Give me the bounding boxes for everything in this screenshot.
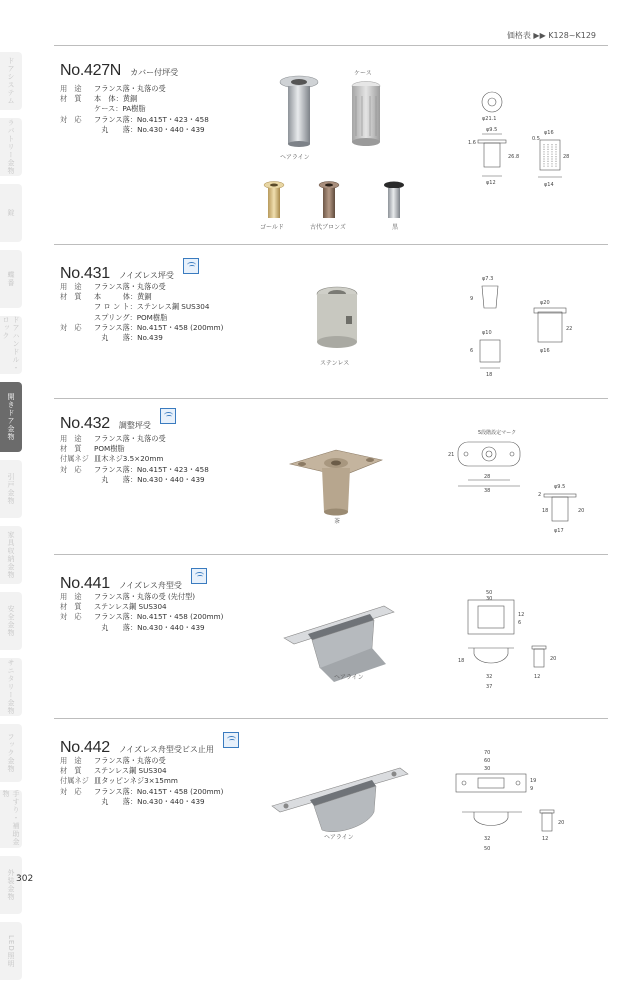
spec-key: 用 途 (60, 84, 82, 93)
spec-row (60, 333, 223, 343)
black-photo (384, 182, 404, 219)
side-index (0, 52, 22, 988)
case-photo (352, 82, 380, 147)
dim-label: φ16 (544, 130, 554, 136)
product-photo (282, 446, 392, 526)
spec-row (60, 465, 209, 475)
product-442 (54, 732, 608, 872)
product-427n (54, 60, 608, 242)
side-tab[interactable]: ラバトリー金物 (0, 118, 22, 176)
dim-label: φ10 (482, 330, 492, 336)
dim-label: 28 (563, 154, 570, 160)
spec-value: フランス落・丸落の受 (94, 434, 166, 443)
dim-label: 38 (484, 488, 491, 494)
noiseless-icon (223, 732, 239, 748)
spec-row (60, 602, 223, 612)
spec-key (60, 302, 94, 312)
spec-list (60, 434, 209, 485)
dim-label: φ7.3 (482, 276, 494, 282)
spec-value: フランス落・丸落の受 (94, 84, 166, 93)
side-tab[interactable]: サニタリー金物 (0, 658, 22, 716)
dim-label: 26.8 (508, 154, 520, 160)
spec-key: 材 質 (60, 766, 82, 776)
spec-key: 対 応 (60, 612, 82, 622)
caption-gold: ゴールド (260, 224, 284, 231)
spec-row (60, 766, 223, 776)
header-rule (54, 45, 608, 46)
spec-value: 本 体：黄銅 (94, 94, 138, 104)
spec-value: ケース：PA樹脂 (94, 104, 146, 114)
spec-row (60, 444, 209, 454)
spec-row (60, 475, 209, 485)
spec-value: ステンレス鋼 SUS304 (94, 602, 167, 612)
caption-hairline: ヘアライン (334, 674, 364, 681)
dim-label: 9 (530, 786, 534, 792)
dim-label: 12 (542, 836, 549, 842)
dim-label: 5段階設定マーク (478, 430, 517, 436)
spec-key (60, 623, 94, 633)
spec-value: フランス落・丸落の受 (先付型) (94, 592, 196, 601)
dim-label: φ12 (486, 180, 496, 186)
section-divider (54, 718, 608, 719)
product-title (60, 568, 207, 593)
side-tab[interactable]: 蝶番 (0, 250, 22, 308)
product-name: ノイズレス舟型受ビス止用 (118, 745, 214, 754)
spec-value: フランス落：No.415T・423・458 (94, 114, 209, 124)
dim-label: φ21.1 (482, 116, 497, 122)
dim-label: φ9.5 (554, 484, 566, 490)
spec-value: 丸 落：No.430・440・439 (94, 124, 205, 134)
spec-value: フ ロ ン ト：ステンレス鋼 SUS304 (94, 302, 210, 312)
product-number: No.432 (60, 415, 110, 432)
noiseless-icon (191, 568, 207, 584)
spec-key: 対 応 (60, 464, 82, 474)
dim-label: 12 (534, 674, 541, 680)
spec-row (60, 292, 223, 302)
spec-list (60, 756, 223, 807)
spec-value: POM樹脂 (94, 444, 125, 454)
side-tab[interactable]: ドアシステム (0, 52, 22, 110)
product-title (60, 732, 239, 757)
dim-label: 20 (550, 656, 557, 662)
spec-value: 皿タッピンネジ3×15mm (94, 776, 178, 786)
caption-stainless: ステンレス (320, 360, 350, 367)
side-tab[interactable]: 家具収納金物 (0, 526, 22, 584)
spec-row (60, 612, 223, 622)
dim-label: 32 (486, 674, 493, 680)
spec-row (60, 104, 209, 114)
dim-label: 50 (484, 846, 491, 852)
spec-key: 用 途 (60, 282, 82, 291)
product-name: カバー付坪受 (130, 68, 179, 77)
dim-label: 0.5 (532, 136, 540, 142)
spec-key: 用 途 (60, 434, 82, 443)
dim-label: 60 (484, 758, 491, 764)
product-photo (302, 282, 372, 362)
spec-value: フランス落・丸落の受 (94, 756, 166, 765)
spec-value: 丸 落：No.430・440・439 (94, 474, 205, 484)
spec-row (60, 592, 223, 602)
gold-photo (264, 182, 284, 219)
spec-row (60, 776, 223, 786)
spec-key: 対 応 (60, 322, 82, 332)
product-number: No.441 (60, 575, 110, 592)
dim-label: φ14 (544, 182, 554, 188)
spec-value: 本 体：黄銅 (94, 292, 152, 302)
spec-row (60, 756, 223, 766)
dim-label: 6 (470, 348, 474, 354)
bronze-photo (319, 182, 339, 219)
dim-label: 28 (484, 474, 491, 480)
spec-key: 対 応 (60, 114, 82, 124)
spec-row (60, 323, 223, 333)
dim-label: 9 (470, 296, 474, 302)
dim-label: φ9.5 (486, 127, 498, 133)
product-title (60, 408, 176, 433)
spec-value: フランス落・丸落の受 (94, 282, 166, 291)
spec-list (60, 592, 223, 633)
spec-row (60, 313, 223, 323)
spec-value: 皿木ネジ3.5×20mm (94, 454, 164, 464)
spec-key (60, 797, 94, 807)
noiseless-icon (160, 408, 176, 424)
dim-label: 21 (448, 452, 455, 458)
product-title (60, 60, 178, 80)
spec-key (60, 333, 94, 343)
product-number: No.427N (60, 62, 122, 79)
spec-value: フランス落：No.415T・423・458 (94, 464, 209, 474)
spec-row (60, 94, 209, 104)
product-number: No.442 (60, 739, 110, 756)
spec-value: ステンレス鋼 SUS304 (94, 766, 167, 776)
dim-label: 30 (486, 596, 493, 602)
dim-label: 12 (518, 612, 525, 618)
spec-key: 材 質 (60, 444, 82, 454)
dimension-drawing (452, 748, 602, 868)
spec-key: 材 質 (60, 602, 82, 612)
caption-bronze: 古代ブロンズ (310, 224, 346, 231)
dim-label: 22 (566, 326, 573, 332)
spec-list (60, 282, 223, 343)
dim-label: 18 (542, 508, 549, 514)
dimension-drawing (448, 422, 598, 542)
dim-label: 20 (558, 820, 565, 826)
dimension-drawing (442, 84, 602, 214)
caption-black: 黒 (392, 224, 399, 231)
spec-row (60, 787, 223, 797)
spec-value: 丸 落：No.430・440・439 (94, 796, 205, 806)
spec-value: フランス落：No.415T・458 (200mm) (94, 612, 224, 622)
caption-case: ケース (354, 70, 372, 77)
spec-list (60, 84, 209, 135)
spec-row (60, 623, 223, 633)
dimension-drawing (454, 268, 574, 378)
side-tab[interactable]: 外装金物 (0, 856, 22, 914)
side-tab[interactable]: 手すり・補助金物 (2, 790, 20, 846)
spec-row (60, 797, 223, 807)
noiseless-icon (183, 258, 199, 274)
spec-row (60, 454, 209, 464)
side-tab[interactable]: ドアハンドル・ロック (2, 316, 20, 372)
dim-label: 19 (530, 778, 537, 784)
product-title (60, 258, 199, 283)
side-tab[interactable]: 錠 (0, 184, 22, 242)
product-432 (54, 408, 608, 552)
spec-row (60, 125, 209, 135)
dim-label: 6 (518, 620, 522, 626)
dim-label: 1.6 (468, 140, 476, 146)
dim-label: φ16 (540, 348, 550, 354)
spec-key: 用 途 (60, 592, 82, 601)
spec-row (60, 302, 223, 312)
product-name: 調整坪受 (118, 421, 151, 430)
dim-label: 2 (538, 492, 542, 498)
spec-value: 丸 落：No.430・440・439 (94, 622, 205, 632)
spec-key (60, 475, 94, 485)
dim-label: 18 (486, 372, 493, 378)
spec-key: 付属ネジ (60, 454, 89, 464)
section-divider (54, 554, 608, 555)
spec-key: 用 途 (60, 756, 82, 765)
dim-label: φ17 (554, 528, 564, 534)
spec-key: 付属ネジ (60, 776, 89, 786)
spec-key: 材 質 (60, 94, 82, 104)
main-sleeve-photo (280, 76, 318, 147)
dim-label: 32 (484, 836, 491, 842)
spec-key (60, 125, 94, 135)
spec-value: フランス落：No.415T・458 (200mm) (94, 786, 224, 796)
spec-key (60, 104, 94, 114)
product-441 (54, 568, 608, 714)
product-photos (244, 60, 414, 230)
dim-label: φ20 (540, 300, 550, 306)
caption-brown: 茶 (334, 518, 341, 525)
side-tab[interactable]: 開きドア金物 (0, 382, 22, 452)
product-name: ノイズレス坪受 (118, 271, 174, 280)
dim-label: 30 (484, 766, 491, 772)
side-tab[interactable]: 引戸金物 (0, 460, 22, 518)
dim-label: 18 (458, 658, 465, 664)
spec-row (60, 282, 223, 292)
spec-key: 材 質 (60, 292, 82, 302)
dim-label: 20 (578, 508, 585, 514)
dim-label: 50 (486, 590, 493, 596)
side-tab[interactable]: フック金物 (0, 724, 22, 782)
section-divider (54, 244, 608, 245)
dim-label: 70 (484, 750, 491, 756)
side-tab[interactable]: 安全金物 (0, 592, 22, 650)
section-divider (54, 398, 608, 399)
caption-hairline: ヘアライン (324, 834, 354, 841)
spec-value: スプリング：POM樹脂 (94, 312, 168, 322)
spec-value: フランス落：No.415T・458 (200mm) (94, 322, 224, 332)
page-number: 302 (16, 874, 34, 884)
product-photo (266, 760, 416, 840)
dim-label: 37 (486, 684, 493, 690)
dimension-drawing (458, 588, 588, 698)
price-table-reference[interactable]: 価格表 ▶▶ K128~K129 (506, 31, 596, 40)
side-tab[interactable]: LED照明 (0, 922, 22, 980)
product-431 (54, 258, 608, 398)
product-name: ノイズレス舟型受 (118, 581, 182, 590)
spec-row (60, 434, 209, 444)
spec-value: 丸 落：No.439 (94, 333, 163, 343)
product-number: No.431 (60, 265, 110, 282)
spec-row (60, 84, 209, 94)
spec-key (60, 313, 94, 323)
caption-hairline: ヘアライン (280, 154, 310, 161)
spec-key: 対 応 (60, 786, 82, 796)
spec-row (60, 115, 209, 125)
